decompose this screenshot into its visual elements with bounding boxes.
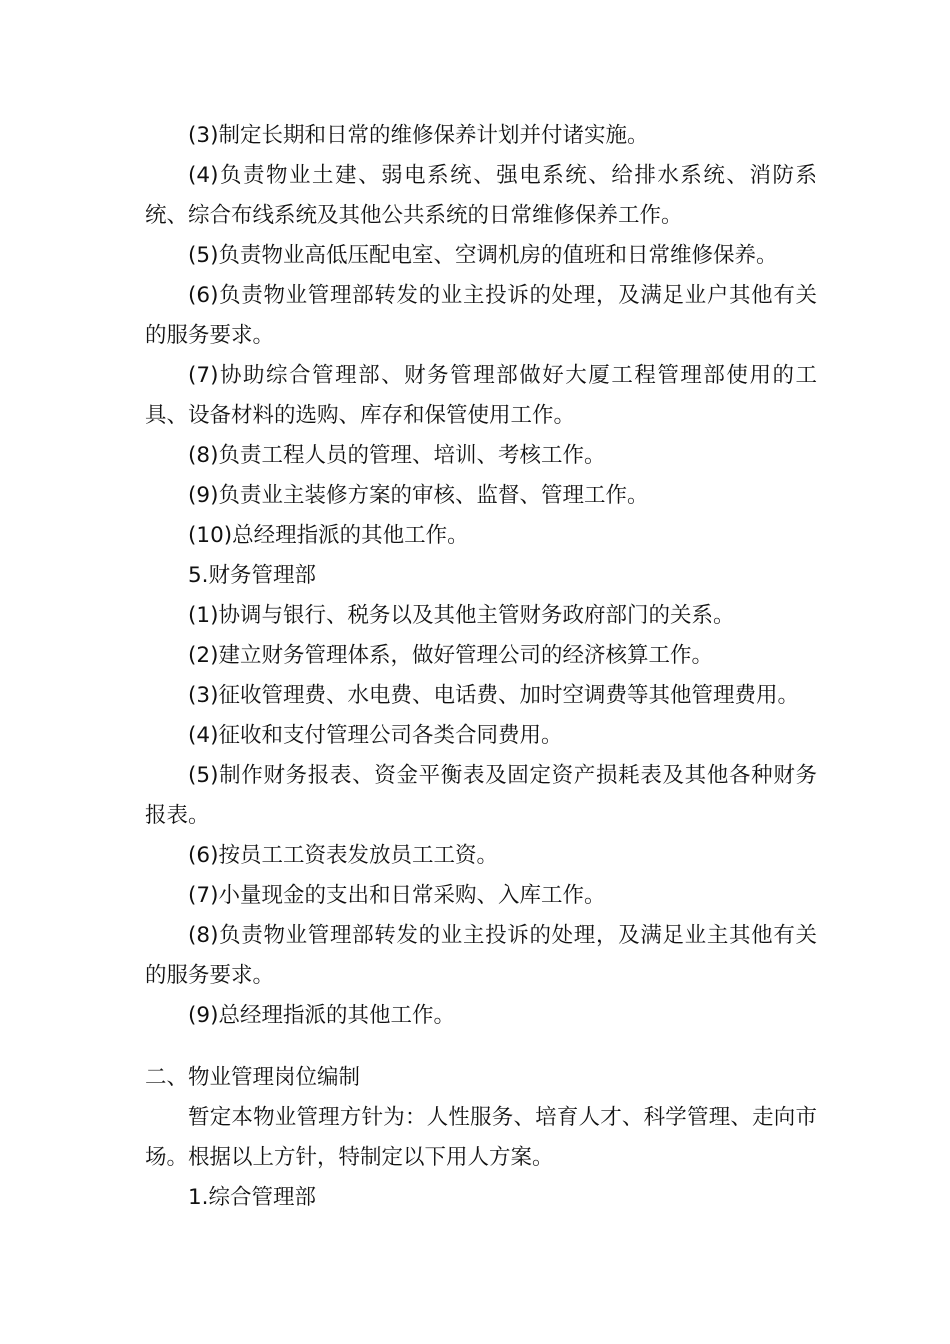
paragraph-maint-8: (8)负责工程人员的管理、培训、考核工作。 bbox=[188, 443, 606, 468]
paragraph-finance-7: (7)小量现金的支出和日常采购、入库工作。 bbox=[188, 883, 606, 908]
paragraph-finance-3: (3)征收管理费、水电费、电话费、加时空调费等其他管理费用。 bbox=[188, 683, 799, 708]
paragraph-maint-4: (4)负责物业土建、弱电系统、强电系统、给排水系统、消防系统、综合布线系统及其他公共系统的日常维修保养工作。 bbox=[145, 163, 817, 228]
paragraph-maint-9: (9)负责业主装修方案的审核、监督、管理工作。 bbox=[188, 483, 649, 508]
paragraph-finance-8: (8)负责物业管理部转发的业主投诉的处理，及满足业主其他有关的服务要求。 bbox=[145, 923, 817, 988]
paragraph-finance-1: (1)协调与银行、税务以及其他主管财务政府部门的关系。 bbox=[188, 603, 735, 628]
document-page bbox=[145, 116, 817, 1218]
paragraph-finance-5: (5)制作财务报表、资金平衡表及固定资产损耗表及其他各种财务报表。 bbox=[145, 763, 817, 828]
paragraph-finance-2: (2)建立财务管理体系，做好管理公司的经济核算工作。 bbox=[188, 643, 713, 668]
section-heading-finance: 5.财务管理部 bbox=[188, 563, 317, 588]
paragraph-finance-9: (9)总经理指派的其他工作。 bbox=[188, 1003, 455, 1028]
paragraph-maint-3: (3)制定长期和日常的维修保养计划并付诸实施。 bbox=[188, 123, 649, 148]
paragraph-maint-7: (7)协助综合管理部、财务管理部做好大厦工程管理部使用的工具、设备材料的选购、库存和保管使用工作。 bbox=[145, 363, 817, 428]
chapter-heading-staffing: 二、物业管理岗位编制 bbox=[145, 1065, 361, 1090]
paragraph-finance-4: (4)征收和支付管理公司各类合同费用。 bbox=[188, 723, 563, 748]
paragraph-maint-6: (6)负责物业管理部转发的业主投诉的处理，及满足业户其他有关的服务要求。 bbox=[145, 283, 817, 348]
paragraph-finance-6: (6)按员工工资表发放员工工资。 bbox=[188, 843, 498, 868]
paragraph-maint-10: (10)总经理指派的其他工作。 bbox=[188, 523, 469, 548]
paragraph-policy: 暂定本物业管理方针为：人性服务、培育人才、科学管理、走向市场。根据以上方针，特制定以下用人方案。 bbox=[145, 1105, 817, 1170]
paragraph-maint-5: (5)负责物业高低压配电室、空调机房的值班和日常维修保养。 bbox=[188, 243, 778, 268]
section-heading-general-mgmt: 1.综合管理部 bbox=[188, 1185, 317, 1210]
